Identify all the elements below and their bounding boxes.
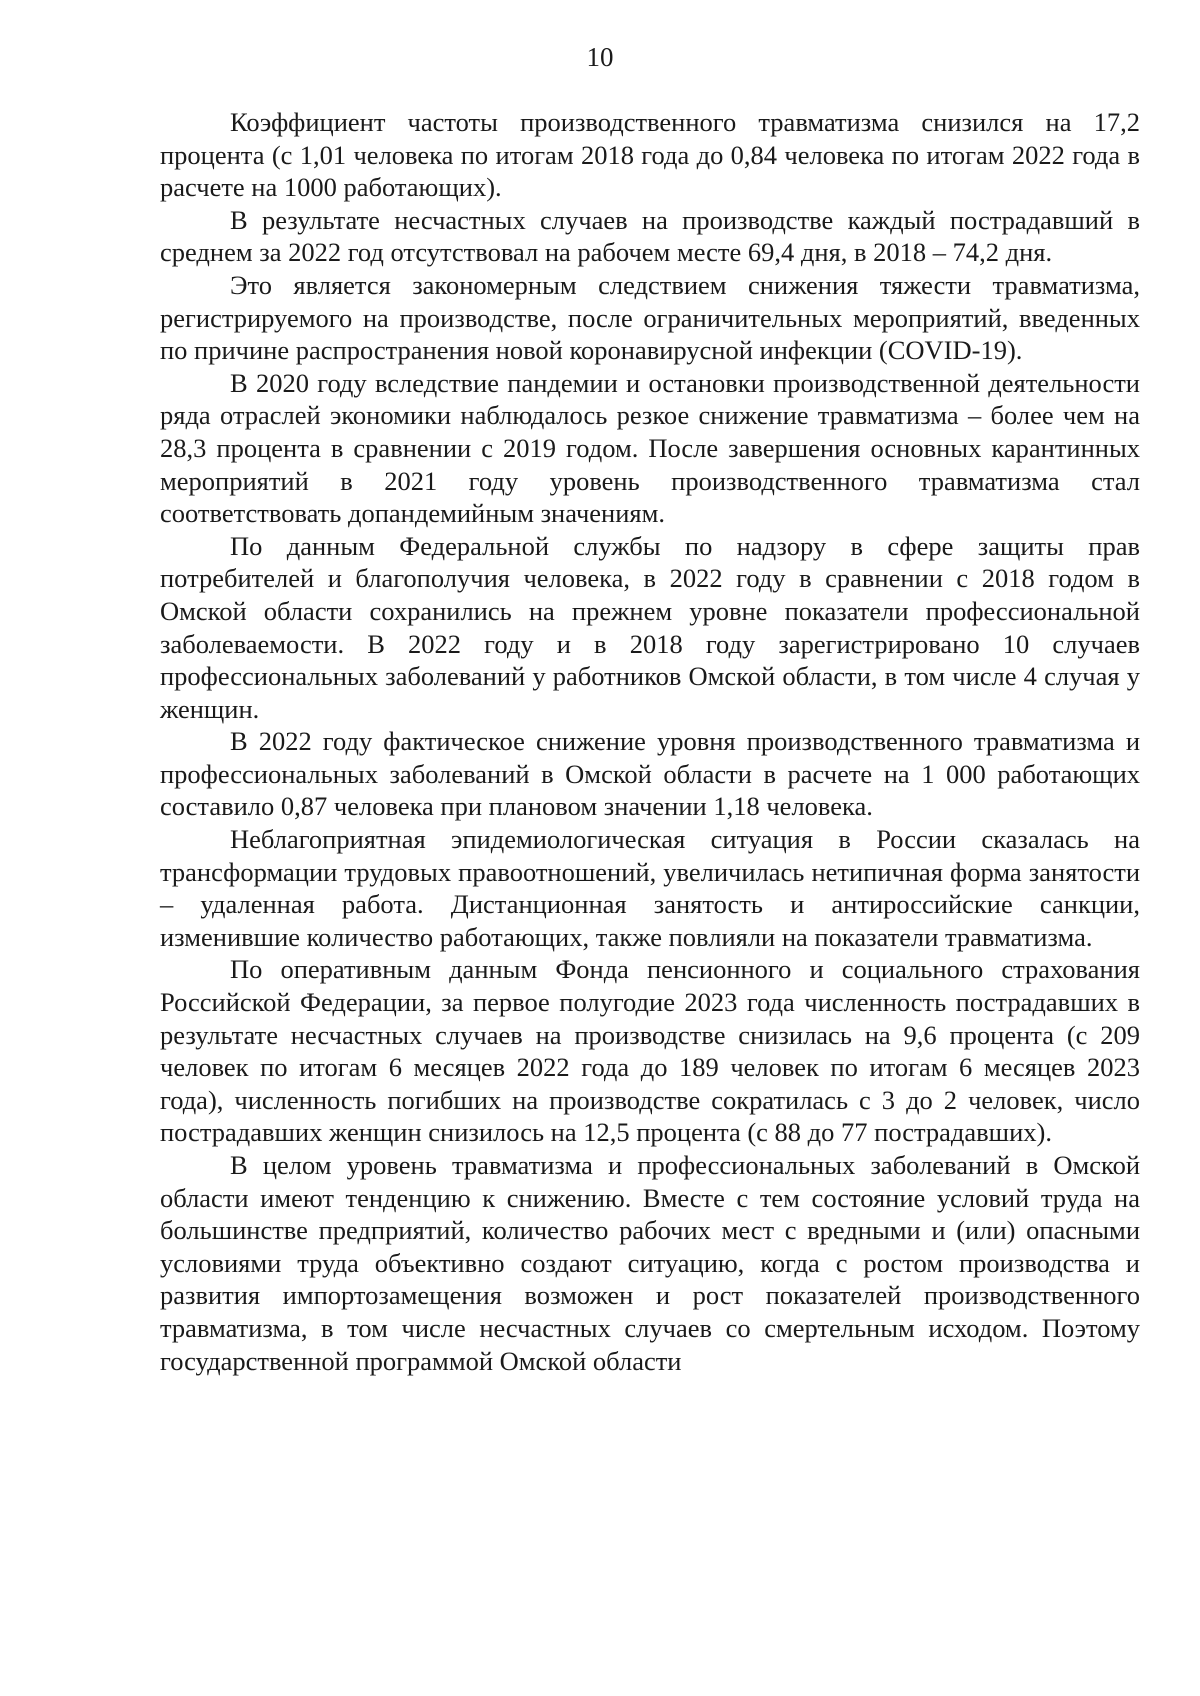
- paragraph-pandemic-2020: В 2020 году вследствие пандемии и остановки производственной деятельности ряда отраслей экономики наблюдалось резкое снижение травматизма – более чем на 28,3 процента в сравнении с 2019 годом. После завершения основных карантинных мероприятий в 2021 году уровень производственного травматизма стал соответствовать допандемийным значениям.: [160, 367, 1140, 529]
- paragraph-days-absent: В результате несчастных случаев на производстве каждый пострадавший в среднем за 2022 год отсутствовал на рабочем месте 69,4 дня, в 2018 – 74,2 дня.: [160, 204, 1140, 268]
- paragraph-covid-consequence: Это является закономерным следствием снижения тяжести травматизма, регистрируемого на производстве, после ограничительных мероприятий, введенных по причине распространения новой коронавирусной инфекции (COVID-19).: [160, 269, 1140, 366]
- paragraph-epidemiological-situation: Неблагоприятная эпидемиологическая ситуация в России сказалась на трансформации трудовых правоотношений, увеличилась нетипичная форма занятости – удаленная работа. Дистанционная занятость и антироссийские санкции, изменившие количество работающих, также повлияли на показатели травматизма.: [160, 824, 1140, 952]
- page-number: 10: [586, 42, 614, 72]
- paragraph-injury-frequency: Коэффициент частоты производственного травматизма снизился на 17,2 процента (с 1,01 человека по итогам 2018 года до 0,84 человека по итогам 2022 года в расчете на 1000 работающих).: [160, 107, 1140, 203]
- document-body: [160, 106, 1140, 1377]
- paragraph-fund-data-2023: По оперативным данным Фонда пенсионного и социального страхования Российской Федерации, за первое полугодие 2023 года численность пострадавших в результате несчастных случаев на производстве снизилась на 9,6 процента (с 209 человек по итогам 6 месяцев 2022 года до 189 человек по итогам 6 месяцев 2023 года), численность погибших на производстве сократилась с 3 до 2 человек, число пострадавших женщин снизилось на 12,5 процента (с 88 до 77 пострадавших).: [160, 954, 1140, 1148]
- paragraph-actual-reduction-2022: В 2022 году фактическое снижение уровня производственного травматизма и профессиональных заболеваний в Омской области в расчете на 1 000 работающих составило 0,87 человека при плановом значении 1,18 человека.: [160, 726, 1140, 822]
- paragraph-overall-trend: В целом уровень травматизма и профессиональных заболеваний в Омской области имеют тенденцию к снижению. Вместе с тем состояние условий труда на большинстве предприятий, количество рабочих мест с вредными и (или) опасными условиями труда объективно создают ситуацию, когда с ростом производства и развития импортозамещения возможен и рост показателей производственного травматизма, в том числе несчастных случаев со смертельным исходом. Поэтому государственной программой Омской области: [160, 1150, 1140, 1376]
- paragraph-occupational-disease: По данным Федеральной службы по надзору в сфере защиты прав потребителей и благополучия человека, в 2022 году в сравнении с 2018 годом в Омской области сохранились на прежнем уровне показатели профессиональной заболеваемости. В 2022 году и в 2018 году зарегистрировано 10 случаев профессиональных заболеваний у работников Омской области, в том числе 4 случая у женщин.: [160, 530, 1140, 724]
